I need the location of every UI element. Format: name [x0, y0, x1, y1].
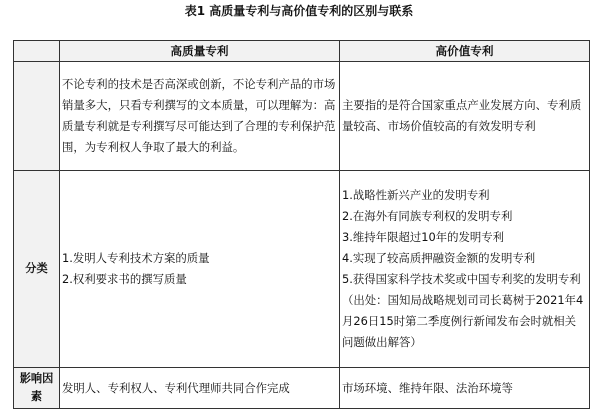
list-item: 1.发明人专利技术方案的质量 [62, 251, 210, 265]
definition-high-value: 主要指的是符合国家重点产业发展方向、专利质量较高、市场价值较高的有效发明专利 [340, 62, 590, 171]
factors-high-value: 市场环境、维持年限、法治环境等 [340, 368, 590, 409]
header-high-value: 高价值专利 [340, 41, 590, 62]
categories-row-label: 分类 [14, 171, 60, 368]
list-item: 3.维持年限超过10年的发明专利 [342, 230, 505, 244]
list-item: 2.在海外有同族专利权的发明专利 [342, 209, 513, 223]
list-item: 1.战略性新兴产业的发明专利 [342, 188, 490, 202]
factors-high-quality: 发明人、专利权人、专利代理师共同合作完成 [60, 368, 340, 409]
header-high-quality: 高质量专利 [60, 41, 340, 62]
list-item: 5.获得国家科学技术奖或中国专利奖的发明专利 [342, 272, 581, 286]
comparison-table [13, 40, 590, 409]
categories-row [14, 171, 590, 368]
factors-row [14, 368, 590, 409]
definition-row [14, 62, 590, 171]
factors-row-label: 影响因素 [14, 368, 60, 409]
list-item: 4.实现了较高质押融资金额的发明专利 [342, 251, 536, 265]
categories-high-quality [60, 171, 340, 368]
source-note: （出处：国知局战略规划司司长葛树于2021年4月26日15时第二季度例行新闻发布会时就相关问题做出解答） [342, 293, 584, 349]
categories-high-value [340, 171, 590, 368]
header-row [14, 41, 590, 62]
list-item: 2.权利要求书的撰写质量 [62, 272, 187, 286]
definition-row-label [14, 62, 60, 171]
table-caption: 表1 高质量专利与高价值专利的区别与联系 [184, 4, 414, 18]
header-corner [14, 41, 60, 62]
definition-high-quality: 不论专利的技术是否高深或创新，不论专利产品的市场销量多大，只看专利撰写的文本质量，可以理解为：高质量专利就是专利撰写尽可能达到了合理的专利保护范围，为专利权人争取了最大的利益。 [60, 62, 340, 171]
